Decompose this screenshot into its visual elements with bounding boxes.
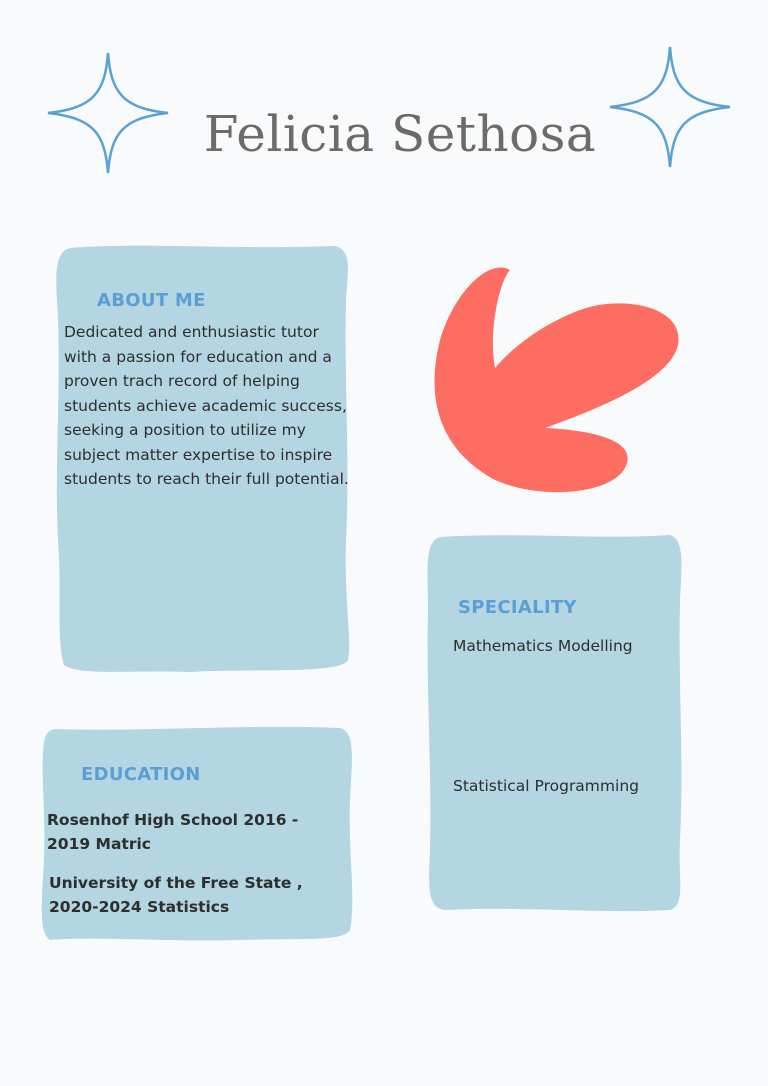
page-title: Felicia Sethosa [203, 105, 597, 163]
speciality-heading: SPECIALITY [458, 597, 577, 618]
education-entry: Rosenhof High School 2016 - 2019 Matric [47, 811, 299, 853]
speciality-item: Mathematics Modelling [453, 637, 633, 655]
coral-blob-shape [435, 267, 679, 492]
speciality-panel-bg [428, 535, 682, 911]
about-text: Dedicated and enthusiastic tutor with a passion for education and a proven trach record of helping students achieve academic success, seeking a position to utilize my subject matter expertise to inspire students to reach their full potential. [64, 323, 349, 488]
speciality-item: Statistical Programming [453, 777, 639, 795]
education-heading: EDUCATION [81, 764, 201, 785]
education-entry: University of the Free State , 2020-2024 Statistics [49, 874, 303, 916]
about-heading: ABOUT ME [97, 290, 206, 311]
